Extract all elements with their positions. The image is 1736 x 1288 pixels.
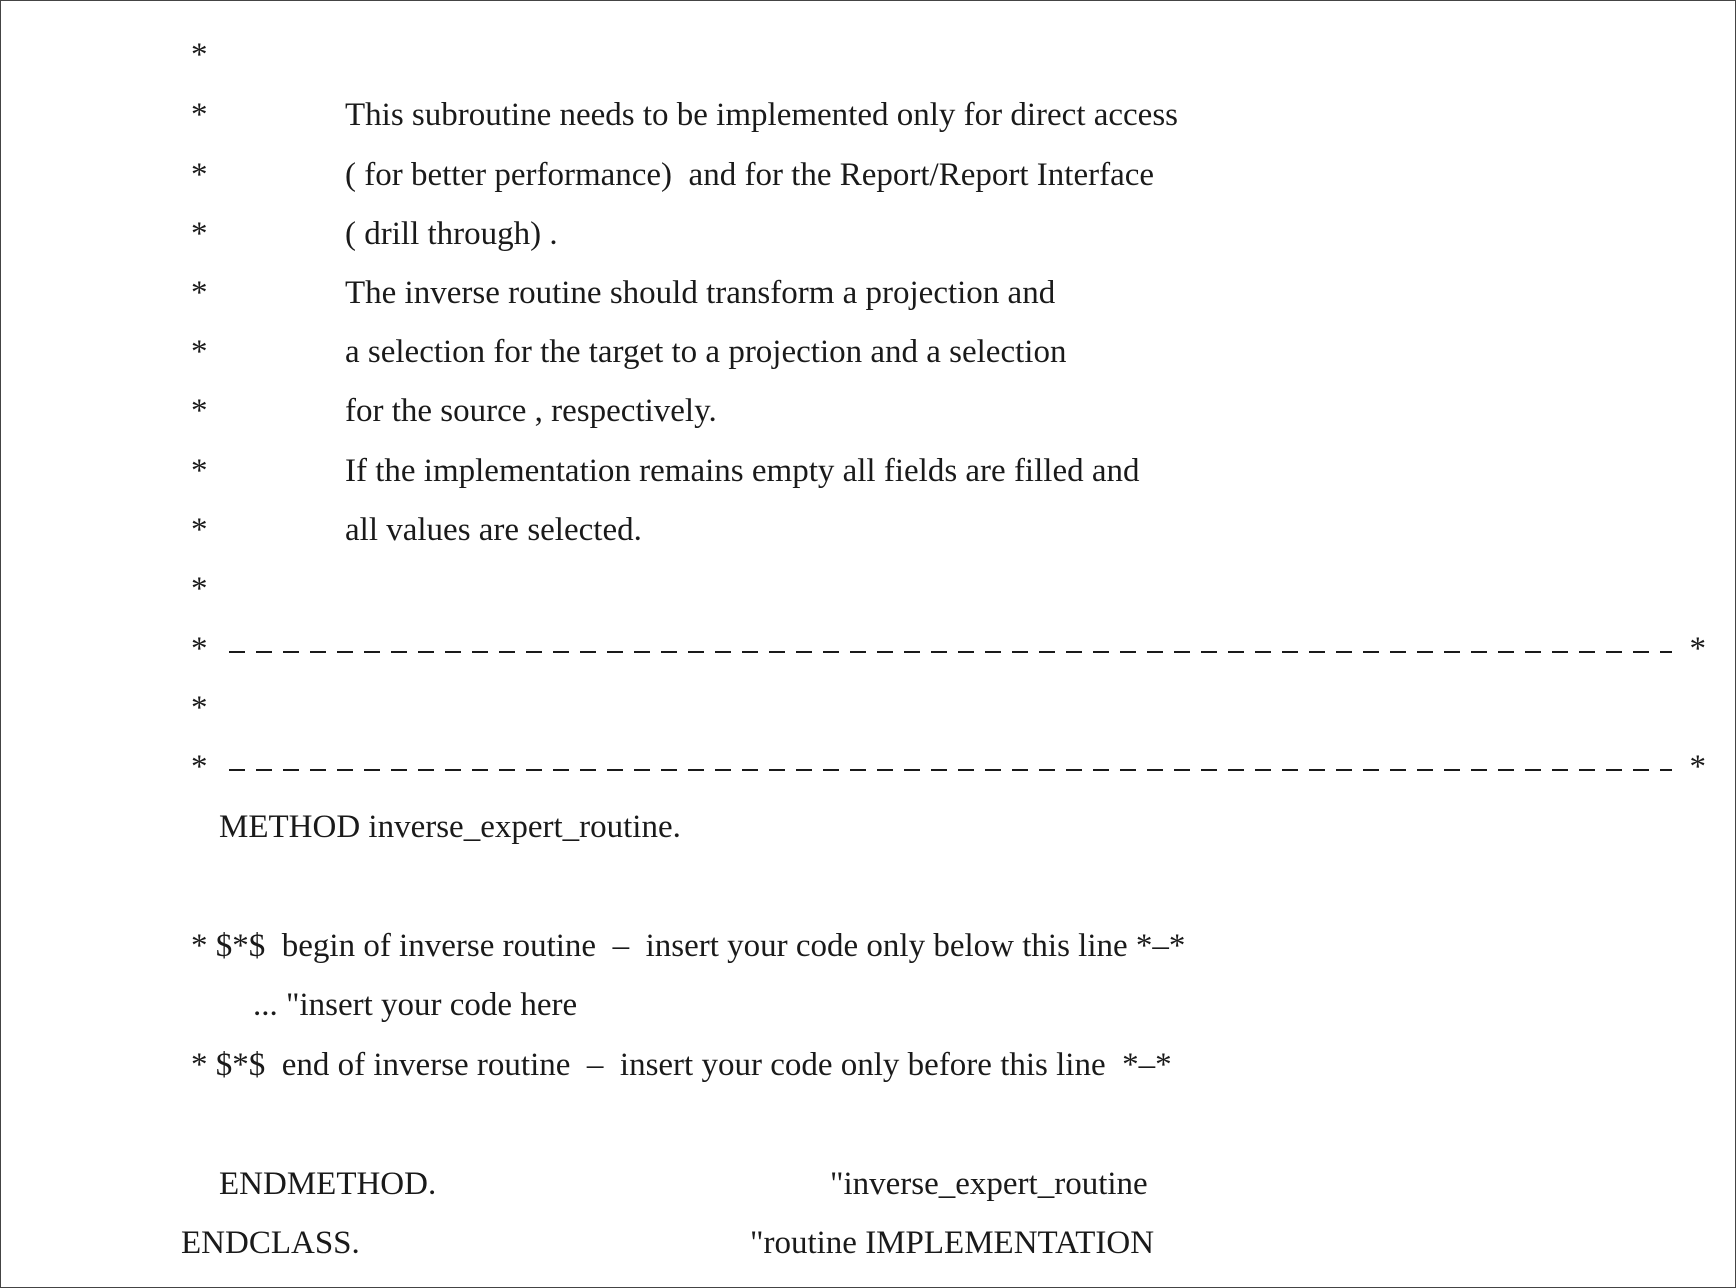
comment-line: ( for better performance) and for the Report/Report Interface	[345, 157, 1155, 193]
comment-star: *	[191, 334, 208, 370]
comment-line: all values are selected.	[345, 512, 642, 548]
rule-end-star: *	[1689, 749, 1706, 785]
separator-rule	[191, 629, 1706, 669]
comment-star: *	[191, 97, 208, 133]
rule-end-star: *	[1689, 631, 1706, 667]
begin-marker-comment: * $*$ begin of inverse routine – insert your code only below this line *–*	[191, 928, 1186, 964]
comment-star: *	[191, 275, 208, 311]
comment-line: The inverse routine should transform a projection and	[345, 275, 1056, 311]
comment-star: *	[191, 216, 208, 252]
comment-line: ( drill through) .	[345, 216, 558, 252]
comment-star: *	[191, 157, 208, 193]
comment-line: a selection for the target to a projection and a selection	[345, 334, 1067, 370]
code-placeholder-line: ... "insert your code here	[253, 987, 578, 1023]
comment-star: *	[191, 37, 208, 73]
comment-line: If the implementation remains empty all fields are filled and	[345, 453, 1140, 489]
comment-line: for the source , respectively.	[345, 393, 717, 429]
comment-star: *	[191, 690, 208, 726]
comment-star: *	[191, 571, 208, 607]
endclass-comment: "routine IMPLEMENTATION	[750, 1225, 1155, 1261]
endmethod-statement: ENDMETHOD.	[219, 1166, 437, 1202]
rule-start-star: *	[191, 631, 208, 667]
comment-star: *	[191, 453, 208, 489]
endmethod-comment: "inverse_expert_routine	[830, 1166, 1148, 1202]
rule-start-star: *	[191, 749, 208, 785]
end-marker-comment: * $*$ end of inverse routine – insert your code only before this line *–*	[191, 1047, 1172, 1083]
rule-dashes	[229, 769, 1672, 771]
comment-star: *	[191, 393, 208, 429]
method-declaration: METHOD inverse_expert_routine.	[219, 809, 681, 845]
separator-rule	[191, 747, 1706, 787]
comment-star: *	[191, 512, 208, 548]
endclass-statement: ENDCLASS.	[181, 1225, 360, 1261]
rule-dashes	[229, 651, 1672, 653]
comment-line: This subroutine needs to be implemented only for direct access	[345, 97, 1179, 133]
